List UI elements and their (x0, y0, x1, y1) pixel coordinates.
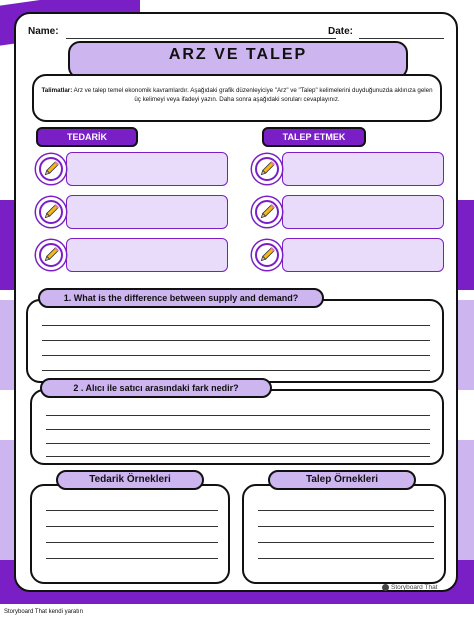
demand-label: TALEP ETMEK (262, 127, 366, 147)
demand-examples-label: Talep Örnekleri (268, 470, 416, 490)
footer-text[interactable]: Storyboard That kendi yaratın (4, 609, 83, 615)
pencil-icon (252, 154, 282, 184)
question-2-answer-box[interactable] (30, 389, 444, 465)
answer-line[interactable] (258, 510, 434, 511)
question-1-label: 1. What is the difference between supply and demand? (38, 288, 324, 308)
answer-line[interactable] (258, 542, 434, 543)
pencil-icon (36, 240, 66, 270)
watermark-text: Storyboard That (391, 584, 438, 592)
name-label: Name: (28, 26, 59, 37)
storyboard-watermark (382, 584, 438, 591)
answer-line[interactable] (46, 443, 430, 444)
demand-examples-box[interactable] (242, 484, 446, 584)
answer-line[interactable] (46, 429, 430, 430)
date-field[interactable] (359, 38, 444, 39)
answer-line[interactable] (258, 558, 434, 559)
answer-line[interactable] (46, 456, 430, 457)
answer-line[interactable] (46, 415, 430, 416)
instructions-label: Talimatlar: (41, 87, 73, 94)
question-1-answer-box[interactable] (26, 299, 444, 383)
pencil-icon (36, 154, 66, 184)
supply-box-2[interactable] (66, 195, 228, 229)
instructions-text (40, 86, 434, 104)
answer-line[interactable] (42, 355, 430, 356)
page-title: ARZ VE TALEP (168, 46, 308, 63)
supply-examples-box[interactable] (30, 484, 230, 584)
demand-box-3[interactable] (282, 238, 444, 272)
date-label: Date: (328, 26, 354, 37)
instructions-box (32, 74, 442, 122)
worksheet (14, 12, 458, 592)
answer-line[interactable] (42, 370, 430, 371)
answer-line[interactable] (46, 510, 218, 511)
footer (0, 604, 474, 620)
question-2-label: 2 . Alıcı ile satıcı arasındaki fark nedir? (40, 378, 272, 398)
answer-line[interactable] (42, 340, 430, 341)
supply-label: TEDARİK (36, 127, 138, 147)
answer-line[interactable] (42, 325, 430, 326)
answer-line[interactable] (46, 558, 218, 559)
answer-line[interactable] (258, 526, 434, 527)
supply-examples-label: Tedarik Örnekleri (56, 470, 204, 490)
supply-box-3[interactable] (66, 238, 228, 272)
answer-line[interactable] (46, 542, 218, 543)
demand-box-2[interactable] (282, 195, 444, 229)
pencil-icon (36, 197, 66, 227)
pencil-icon (252, 240, 282, 270)
instructions-body: Arz ve talep temel ekonomik kavramlardır. Aşağıdaki grafik düzenleyiciye "Arz" ve "Talep" kelimelerini duyduğunuzda aklınıza gelen üç kelimeyi veya ifadeyi yazın. Daha sonra aşağıdaki soruları cevaplayınız. (72, 87, 433, 103)
answer-line[interactable] (46, 526, 218, 527)
name-field[interactable] (66, 38, 336, 39)
supply-box-1[interactable] (66, 152, 228, 186)
pencil-icon (252, 197, 282, 227)
demand-box-1[interactable] (282, 152, 444, 186)
